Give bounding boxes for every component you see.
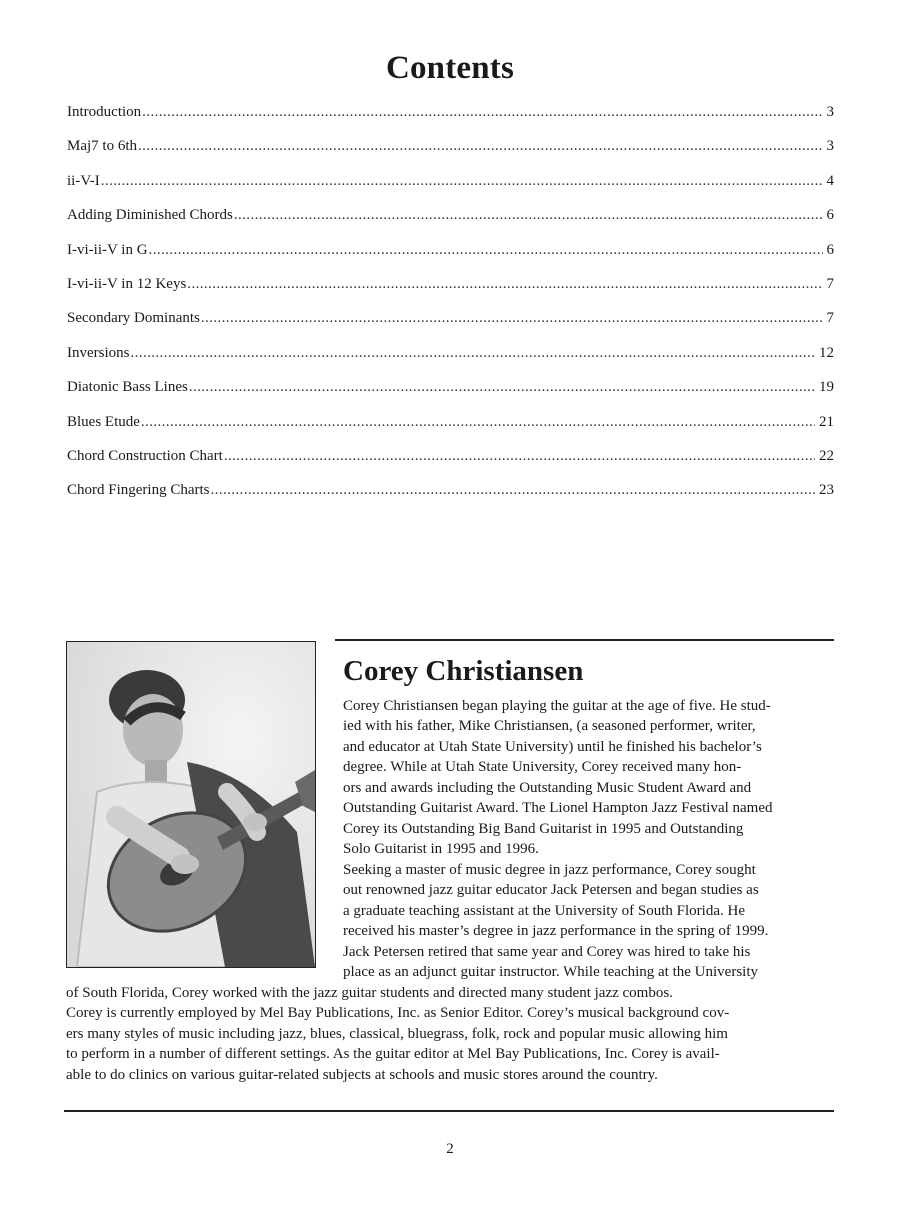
bio-line: place as an adjunct guitar instructor. While teaching at the University	[343, 964, 759, 980]
bio-line: Jack Petersen retired that same year and Corey was hired to take his	[343, 944, 751, 960]
toc-entry-label: Secondary Dominants	[67, 310, 200, 327]
bio-line: ers many styles of music including jazz, blues, classical, bluegrass, folk, rock and popular music allowing him	[66, 1026, 728, 1042]
toc-entry[interactable]	[67, 482, 834, 516]
toc-entry-page: 21	[819, 413, 834, 430]
toc-entry-label: I-vi-ii-V in 12 Keys	[67, 275, 187, 292]
toc-entry[interactable]	[67, 138, 834, 172]
toc-entry[interactable]	[67, 276, 834, 310]
bio-line: Corey is currently employed by Mel Bay Publications, Inc. as Senior Editor. Corey’s musical background cov-	[66, 1005, 730, 1021]
toc-entry-page: 7	[826, 310, 834, 327]
toc-entry-page: 6	[826, 241, 834, 258]
toc-entry-page: 6	[826, 207, 834, 224]
toc-leader-dots	[211, 482, 816, 499]
toc-entry-page: 3	[826, 138, 834, 155]
bio-line: able to do clinics on various guitar-related subjects at schools and music stores around the country.	[66, 1067, 658, 1083]
toc-entry[interactable]	[67, 207, 834, 241]
page-title: Contents	[385, 50, 515, 86]
table-of-contents	[67, 104, 834, 517]
toc-leader-dots	[201, 310, 823, 327]
toc-leader-dots	[142, 104, 822, 121]
bio-line: out renowned jazz guitar educator Jack Petersen and began studies as	[343, 882, 759, 898]
toc-entry[interactable]	[67, 345, 834, 379]
toc-entry[interactable]	[67, 173, 834, 207]
bio-line: of South Florida, Corey worked with the jazz guitar students and directed many student jazz combos.	[66, 985, 673, 1001]
toc-entry-label: Blues Etude	[67, 413, 140, 430]
bio-heading: Corey Christiansen	[343, 655, 584, 687]
toc-entry-page: 12	[819, 344, 834, 361]
toc-leader-dots	[101, 173, 823, 190]
bio-line: degree. While at Utah State University, Corey received many hon-	[343, 759, 742, 775]
toc-entry[interactable]	[67, 310, 834, 344]
toc-leader-dots	[138, 138, 823, 155]
bio-line: received his master’s degree in jazz performance in the spring of 1999.	[343, 923, 769, 939]
toc-leader-dots	[189, 379, 815, 396]
bio-line: Outstanding Guitarist Award. The Lionel Hampton Jazz Festival named	[343, 800, 773, 816]
bio-line: Corey Christiansen began playing the guitar at the age of five. He stud-	[343, 698, 771, 714]
toc-entry[interactable]	[67, 448, 834, 482]
guitarist-photo-illustration	[67, 642, 315, 967]
toc-entry-label: Chord Fingering Charts	[67, 482, 210, 499]
toc-entry-label: ii-V-I	[67, 172, 100, 189]
toc-leader-dots	[234, 207, 823, 224]
author-photo	[66, 641, 316, 968]
toc-leader-dots	[187, 276, 822, 293]
toc-entry-label: Introduction	[67, 104, 142, 120]
bio-line: and educator at Utah State University) until he finished his bachelor’s	[343, 739, 762, 755]
toc-entry-label: Diatonic Bass Lines	[67, 379, 188, 396]
toc-leader-dots	[131, 345, 816, 362]
bio-line: ors and awards including the Outstanding Music Student Award and	[343, 780, 752, 796]
toc-entry-label: Adding Diminished Chords	[67, 207, 233, 224]
toc-entry-page: 7	[826, 275, 834, 292]
toc-leader-dots	[141, 414, 815, 431]
toc-entry-label: Maj7 to 6th	[67, 138, 137, 155]
toc-entry-page: 4	[826, 172, 834, 189]
page-number: 2	[446, 1141, 454, 1157]
toc-entry-label: Inversions	[67, 344, 130, 361]
toc-entry-label: Chord Construction Chart	[67, 447, 223, 464]
toc-entry-page: 3	[826, 104, 834, 120]
toc-leader-dots	[224, 448, 815, 465]
toc-entry-page: 23	[819, 482, 834, 499]
bio-line: Solo Guitarist in 1995 and 1996.	[343, 841, 539, 857]
bio-line: to perform in a number of different settings. As the guitar editor at Mel Bay Publications, Inc. Corey is avail-	[66, 1046, 720, 1062]
bio-line: ied with his father, Mike Christiansen, (a seasoned performer, writer,	[343, 718, 756, 734]
toc-leader-dots	[149, 242, 823, 259]
toc-entry-page: 19	[819, 379, 834, 396]
bio-top-rule	[335, 639, 834, 641]
bio-line: a graduate teaching assistant at the University of South Florida. He	[343, 903, 745, 919]
toc-entry-label: I-vi-ii-V in G	[67, 241, 148, 258]
bio-bottom-rule	[64, 1110, 834, 1112]
toc-entry[interactable]	[67, 414, 834, 448]
toc-entry[interactable]	[67, 379, 834, 413]
bio-line: Seeking a master of music degree in jazz performance, Corey sought	[343, 862, 756, 878]
toc-entry-page: 22	[819, 447, 834, 464]
toc-entry[interactable]	[67, 242, 834, 276]
bio-line: Corey its Outstanding Big Band Guitarist in 1995 and Outstanding	[343, 821, 744, 837]
toc-entry[interactable]	[67, 104, 834, 138]
